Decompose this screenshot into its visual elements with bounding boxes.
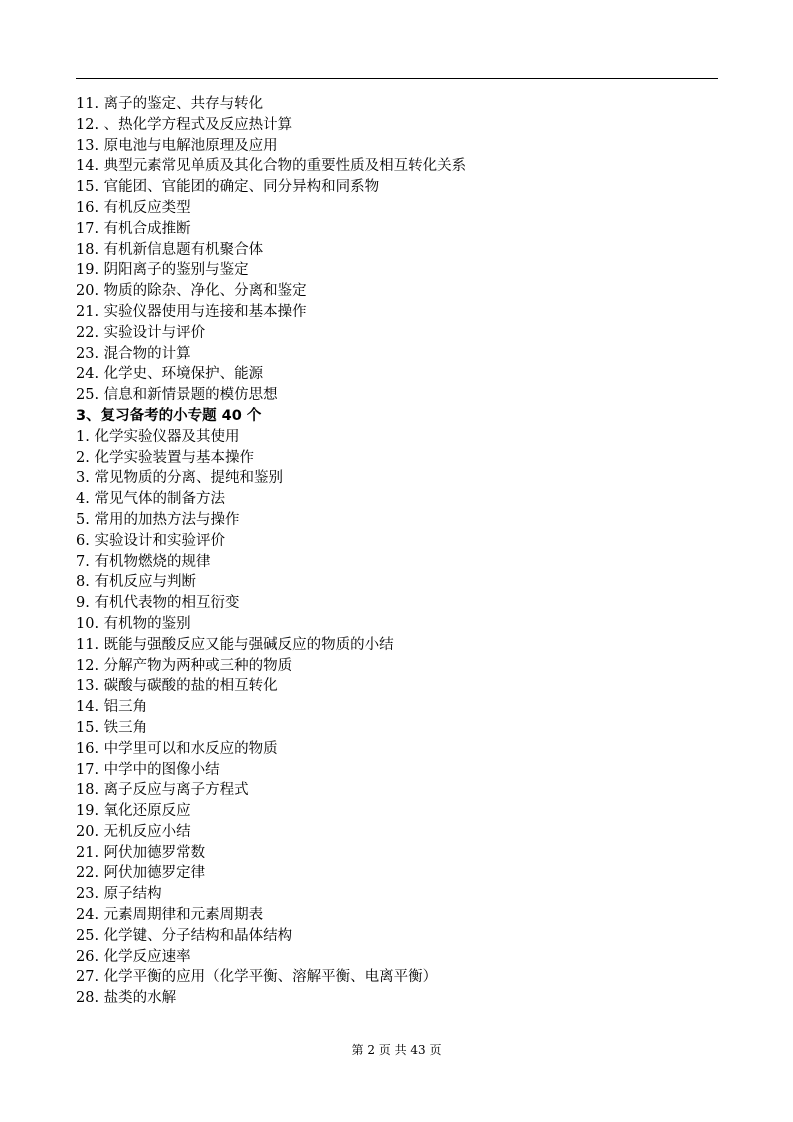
item-number: 23. xyxy=(76,886,100,903)
item-text: 阿伏加德罗常数 xyxy=(103,844,206,861)
item-number: 20. xyxy=(76,823,100,840)
item-text: 实验设计和实验评价 xyxy=(94,532,225,549)
item-text: 元素周期律和元素周期表 xyxy=(103,907,264,924)
list-item xyxy=(76,843,718,864)
item-text: 中学中的图像小结 xyxy=(103,761,220,778)
item-number: 3. xyxy=(76,470,90,487)
item-text: 化学实验仪器及其使用 xyxy=(94,428,240,445)
list-item xyxy=(76,531,718,552)
list-item xyxy=(76,156,718,177)
item-text: 离子的鉴定、共存与转化 xyxy=(103,96,264,112)
list-item xyxy=(76,697,718,718)
list-item xyxy=(76,136,718,157)
list-item xyxy=(76,302,718,323)
item-number: 14. xyxy=(76,158,100,175)
list-item xyxy=(76,884,718,905)
item-number: 13. xyxy=(76,678,100,695)
list-item xyxy=(76,323,718,344)
item-number: 25. xyxy=(76,387,100,404)
list-item xyxy=(76,656,718,677)
list-item xyxy=(76,614,718,635)
item-text: 实验仪器使用与连接和基本操作 xyxy=(103,303,307,320)
list-item xyxy=(76,780,718,801)
list-item xyxy=(76,94,718,115)
item-number: 24. xyxy=(76,366,100,383)
list-item xyxy=(76,947,718,968)
item-number: 21. xyxy=(76,844,100,861)
item-number: 22. xyxy=(76,324,100,341)
item-text: 常见物质的分离、提纯和鉴别 xyxy=(94,470,283,487)
page-footer: 第 2 页 共 43 页 xyxy=(351,1043,442,1057)
item-number: 15. xyxy=(76,179,100,196)
list-item xyxy=(76,552,718,573)
item-number: 23. xyxy=(76,345,100,362)
list-item xyxy=(76,926,718,947)
list-item xyxy=(76,510,718,531)
item-number: 6. xyxy=(76,532,90,549)
list-item xyxy=(76,676,718,697)
item-text: 分解产物为两种或三种的物质 xyxy=(103,657,293,674)
item-text: 实验设计与评价 xyxy=(103,324,206,341)
list-item xyxy=(76,115,718,136)
item-text: 盐类的水解 xyxy=(103,990,177,1007)
header-rule xyxy=(76,78,718,79)
list-item xyxy=(76,240,718,261)
list-item xyxy=(76,385,718,406)
item-text: 有机合成推断 xyxy=(103,220,191,237)
item-text: 氧化还原反应 xyxy=(103,803,191,820)
list-item xyxy=(76,718,718,739)
item-text: 无机反应小结 xyxy=(103,823,191,840)
item-text: 铁三角 xyxy=(103,719,148,736)
item-number: 22. xyxy=(76,865,100,882)
list-item xyxy=(76,219,718,240)
item-text: 有机物燃烧的规律 xyxy=(94,553,211,570)
item-number: 28. xyxy=(76,990,100,1007)
item-number: 27. xyxy=(76,969,100,986)
item-number: 14. xyxy=(76,699,100,716)
list-item xyxy=(76,364,718,385)
item-text: 官能团、官能团的确定、同分异构和同系物 xyxy=(103,179,380,196)
item-number: 11. xyxy=(76,636,100,653)
item-text: 原电池与电解池原理及应用 xyxy=(103,137,278,154)
item-text: 、热化学方程式及反应热计算 xyxy=(103,116,293,133)
item-text: 中学里可以和水反应的物质 xyxy=(103,740,278,757)
item-text: 典型元素常见单质及其化合物的重要性质及相互转化关系 xyxy=(103,158,467,175)
item-number: 17. xyxy=(76,220,100,237)
item-text: 碳酸与碳酸的盐的相互转化 xyxy=(103,678,278,695)
item-number: 18. xyxy=(76,782,100,799)
item-text: 有机反应类型 xyxy=(103,199,191,216)
item-number: 7. xyxy=(76,553,90,570)
list-item xyxy=(76,635,718,656)
item-text: 有机反应与判断 xyxy=(94,574,196,591)
list-item xyxy=(76,967,718,988)
item-text: 常用的加热方法与操作 xyxy=(94,511,240,528)
list-item xyxy=(76,905,718,926)
item-text: 化学平衡的应用（化学平衡、溶解平衡、电离平衡） xyxy=(103,969,438,986)
item-number: 19. xyxy=(76,262,100,279)
section-heading: 3、复习备考的小专题 40 个 xyxy=(76,407,262,424)
list-item xyxy=(76,988,718,1009)
item-number: 21. xyxy=(76,303,100,320)
item-text: 有机新信息题有机聚合体 xyxy=(103,241,264,258)
list-item xyxy=(76,489,718,510)
item-text: 信息和新情景题的模仿思想 xyxy=(103,387,278,404)
topic-list-continued xyxy=(76,94,718,406)
item-number: 16. xyxy=(76,740,100,757)
list-item xyxy=(76,177,718,198)
list-item xyxy=(76,281,718,302)
item-text: 物质的除杂、净化、分离和鉴定 xyxy=(103,283,307,300)
item-text: 有机物的鉴别 xyxy=(103,615,191,632)
item-text: 化学反应速率 xyxy=(103,948,191,965)
list-item xyxy=(76,739,718,760)
page-content xyxy=(76,94,718,1009)
item-number: 8. xyxy=(76,574,90,591)
item-number: 20. xyxy=(76,283,100,300)
item-number: 25. xyxy=(76,927,100,944)
list-item xyxy=(76,593,718,614)
item-number: 10. xyxy=(76,615,100,632)
item-number: 17. xyxy=(76,761,100,778)
item-text: 离子反应与离子方程式 xyxy=(103,782,249,799)
item-number: 5. xyxy=(76,511,90,528)
item-text: 化学实验装置与基本操作 xyxy=(94,449,254,466)
item-text: 阿伏加德罗定律 xyxy=(103,865,206,882)
list-item xyxy=(76,448,718,469)
item-text: 化学史、环境保护、能源 xyxy=(103,366,264,383)
item-number: 13. xyxy=(76,137,100,154)
item-number: 11. xyxy=(76,96,100,112)
item-text: 化学键、分子结构和晶体结构 xyxy=(103,927,293,944)
list-item xyxy=(76,572,718,593)
list-item xyxy=(76,760,718,781)
item-text: 原子结构 xyxy=(103,886,162,903)
list-item xyxy=(76,822,718,843)
item-number: 4. xyxy=(76,491,90,508)
item-text: 铝三角 xyxy=(103,699,148,716)
item-text: 有机代表物的相互衍变 xyxy=(94,595,240,612)
list-item xyxy=(76,468,718,489)
item-number: 12. xyxy=(76,116,100,133)
item-number: 1. xyxy=(76,428,90,445)
list-item xyxy=(76,801,718,822)
list-item xyxy=(76,260,718,281)
item-number: 16. xyxy=(76,199,100,216)
list-item xyxy=(76,863,718,884)
item-text: 阴阳离子的鉴别与鉴定 xyxy=(103,262,249,279)
list-item xyxy=(76,344,718,365)
topic-list-special xyxy=(76,427,718,1009)
list-item xyxy=(76,198,718,219)
item-number: 26. xyxy=(76,948,100,965)
item-number: 2. xyxy=(76,449,90,466)
item-number: 24. xyxy=(76,907,100,924)
item-text: 既能与强酸反应又能与强碱反应的物质的小结 xyxy=(103,636,394,653)
item-number: 9. xyxy=(76,595,90,612)
item-number: 19. xyxy=(76,803,100,820)
item-number: 15. xyxy=(76,719,100,736)
item-text: 混合物的计算 xyxy=(103,345,191,362)
list-item xyxy=(76,427,718,448)
item-text: 常见气体的制备方法 xyxy=(94,491,225,508)
item-number: 18. xyxy=(76,241,100,258)
item-number: 12. xyxy=(76,657,100,674)
